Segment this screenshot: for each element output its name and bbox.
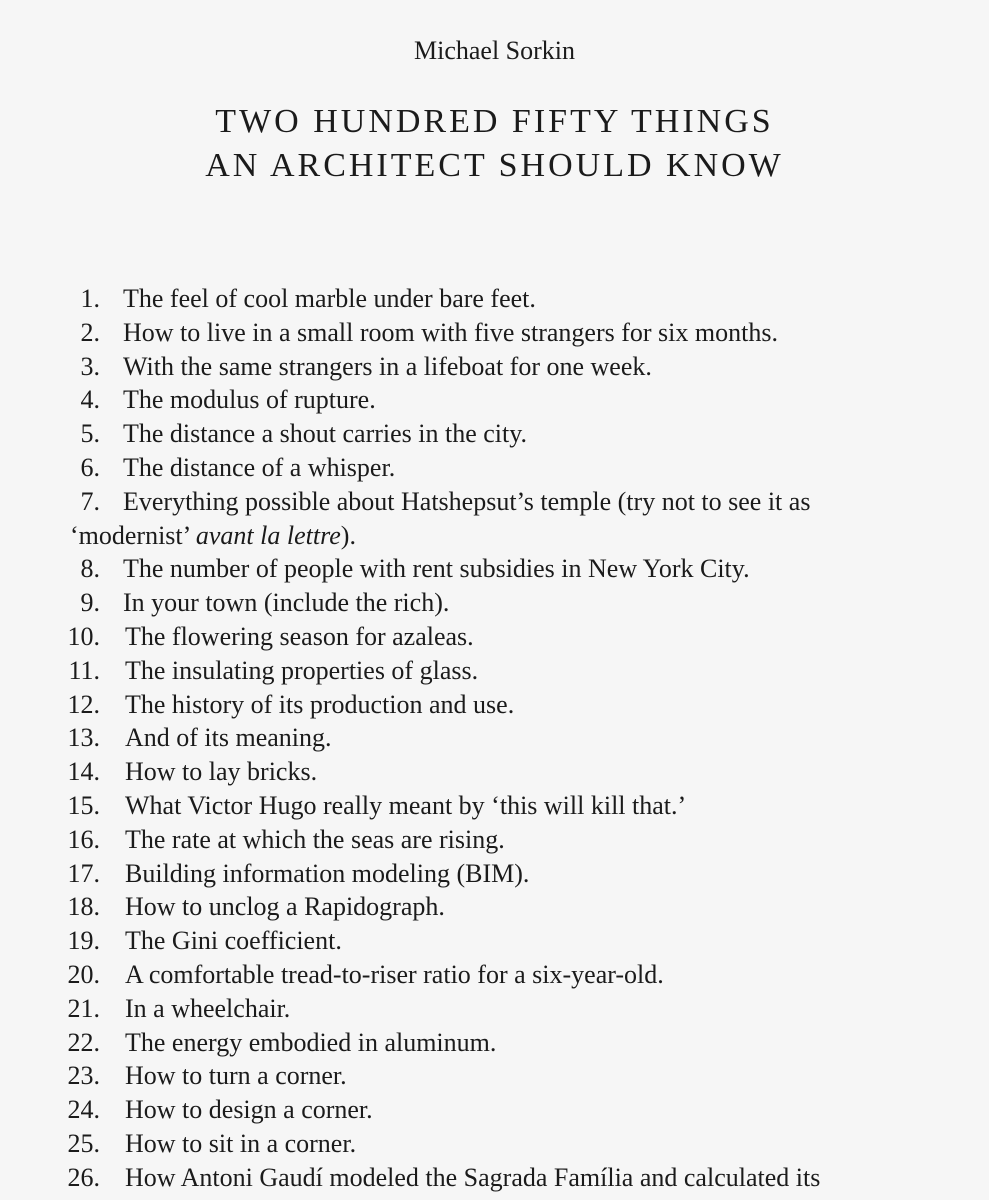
- list-item: [0, 890, 989, 924]
- item-text: How to unclog a Rapidograph.: [125, 892, 445, 922]
- list-item: [0, 282, 989, 316]
- item-number: 24.: [67, 1095, 100, 1125]
- item-number: 10.: [67, 621, 100, 651]
- list-item: [0, 1026, 989, 1060]
- item-number: 4.: [80, 385, 100, 415]
- item-text: The flowering season for azaleas.: [125, 621, 474, 651]
- item-number: 15.: [67, 790, 100, 820]
- item-text: The history of its production and use.: [125, 689, 515, 719]
- item-number: 9.: [80, 588, 100, 618]
- numbered-list: [0, 282, 989, 1195]
- list-item: [0, 958, 989, 992]
- list-item: [0, 552, 989, 586]
- title-line-2: AN ARCHITECT SHOULD KNOW: [205, 147, 784, 184]
- item-number: 3.: [80, 351, 100, 381]
- item-text: How to lay bricks.: [125, 757, 318, 787]
- item-text: The rate at which the seas are rising.: [125, 824, 505, 854]
- list-item: [0, 721, 989, 755]
- list-item: [0, 417, 989, 451]
- item-text: The feel of cool marble under bare feet.: [123, 284, 536, 313]
- list-item: [0, 383, 989, 417]
- item-text: The distance a shout carries in the city.: [123, 419, 528, 449]
- item-text: The modulus of rupture.: [123, 385, 376, 415]
- item-number: 2.: [80, 317, 100, 347]
- list-item: [0, 586, 989, 620]
- item-text: In a wheelchair.: [125, 993, 291, 1023]
- item-text: The Gini coefficient.: [125, 926, 342, 956]
- item-number: 5.: [80, 419, 100, 449]
- list-item: [0, 1161, 989, 1195]
- item-number: 19.: [67, 926, 100, 956]
- list-item: [0, 823, 989, 857]
- item-text: The distance of a whisper.: [123, 452, 396, 482]
- item-number: 11.: [68, 655, 100, 685]
- list-item: [0, 857, 989, 891]
- item-text: How to live in a small room with five strangers for six months.: [123, 317, 778, 347]
- item-text: How to turn a corner.: [125, 1061, 347, 1091]
- list-item: [0, 924, 989, 958]
- item-text: The insulating properties of glass.: [125, 655, 479, 685]
- item-text: And of its meaning.: [125, 723, 332, 753]
- item-number: 13.: [67, 723, 100, 753]
- continuation-text-end: ).: [340, 520, 356, 550]
- list-item: [0, 1093, 989, 1127]
- item-text: How to design a corner.: [125, 1095, 373, 1125]
- item-text: How Antoni Gaudí modeled the Sagrada Família and calculated its: [125, 1162, 821, 1192]
- item-number: 23.: [67, 1061, 100, 1091]
- item-number: 8.: [80, 554, 100, 584]
- list-item: [0, 688, 989, 722]
- item-number: 25.: [67, 1128, 100, 1158]
- author-name: Michael Sorkin: [413, 36, 576, 65]
- continuation-text: ‘modernist’: [70, 520, 196, 550]
- item-number: 14.: [67, 757, 100, 787]
- list-item: [0, 992, 989, 1026]
- list-item: [0, 755, 989, 789]
- list-item: [0, 789, 989, 823]
- list-item: [0, 654, 989, 688]
- list-item: [0, 316, 989, 350]
- item-number: 18.: [67, 892, 100, 922]
- item-number: 12.: [67, 689, 100, 719]
- item-number: 16.: [67, 824, 100, 854]
- list-item-continuation: [0, 519, 989, 553]
- item-text: How to sit in a corner.: [125, 1128, 357, 1158]
- list-item: [0, 1059, 989, 1093]
- item-number: 21.: [67, 993, 100, 1023]
- document-title: [0, 100, 989, 188]
- item-number: 6.: [80, 452, 100, 482]
- item-text: The number of people with rent subsidies in New York City.: [123, 554, 750, 584]
- item-number: 22.: [67, 1027, 100, 1057]
- item-text: Building information modeling (BIM).: [125, 858, 530, 888]
- item-text: The energy embodied in aluminum.: [125, 1027, 497, 1057]
- item-number: 20.: [67, 959, 100, 989]
- title-line-1: TWO HUNDRED FIFTY THINGS: [215, 103, 774, 140]
- item-text: With the same strangers in a lifeboat for one week.: [123, 351, 652, 381]
- item-text: A comfortable tread-to-riser ratio for a six-year-old.: [125, 959, 664, 989]
- item-number: 1.: [80, 284, 100, 313]
- item-text: Everything possible about Hatshepsut’s temple (try not to see it as: [123, 486, 811, 516]
- list-item: [0, 620, 989, 654]
- list-item: [0, 1127, 989, 1161]
- list-item: [0, 451, 989, 485]
- list-item: [0, 485, 989, 519]
- list-item: [0, 350, 989, 384]
- item-text: In your town (include the rich).: [123, 588, 450, 618]
- item-text: What Victor Hugo really meant by ‘this will kill that.’: [125, 790, 687, 820]
- continuation-italic-text: avant la lettre: [195, 520, 341, 550]
- item-number: 26.: [67, 1162, 100, 1192]
- item-number: 7.: [80, 486, 100, 516]
- item-number: 17.: [67, 858, 100, 888]
